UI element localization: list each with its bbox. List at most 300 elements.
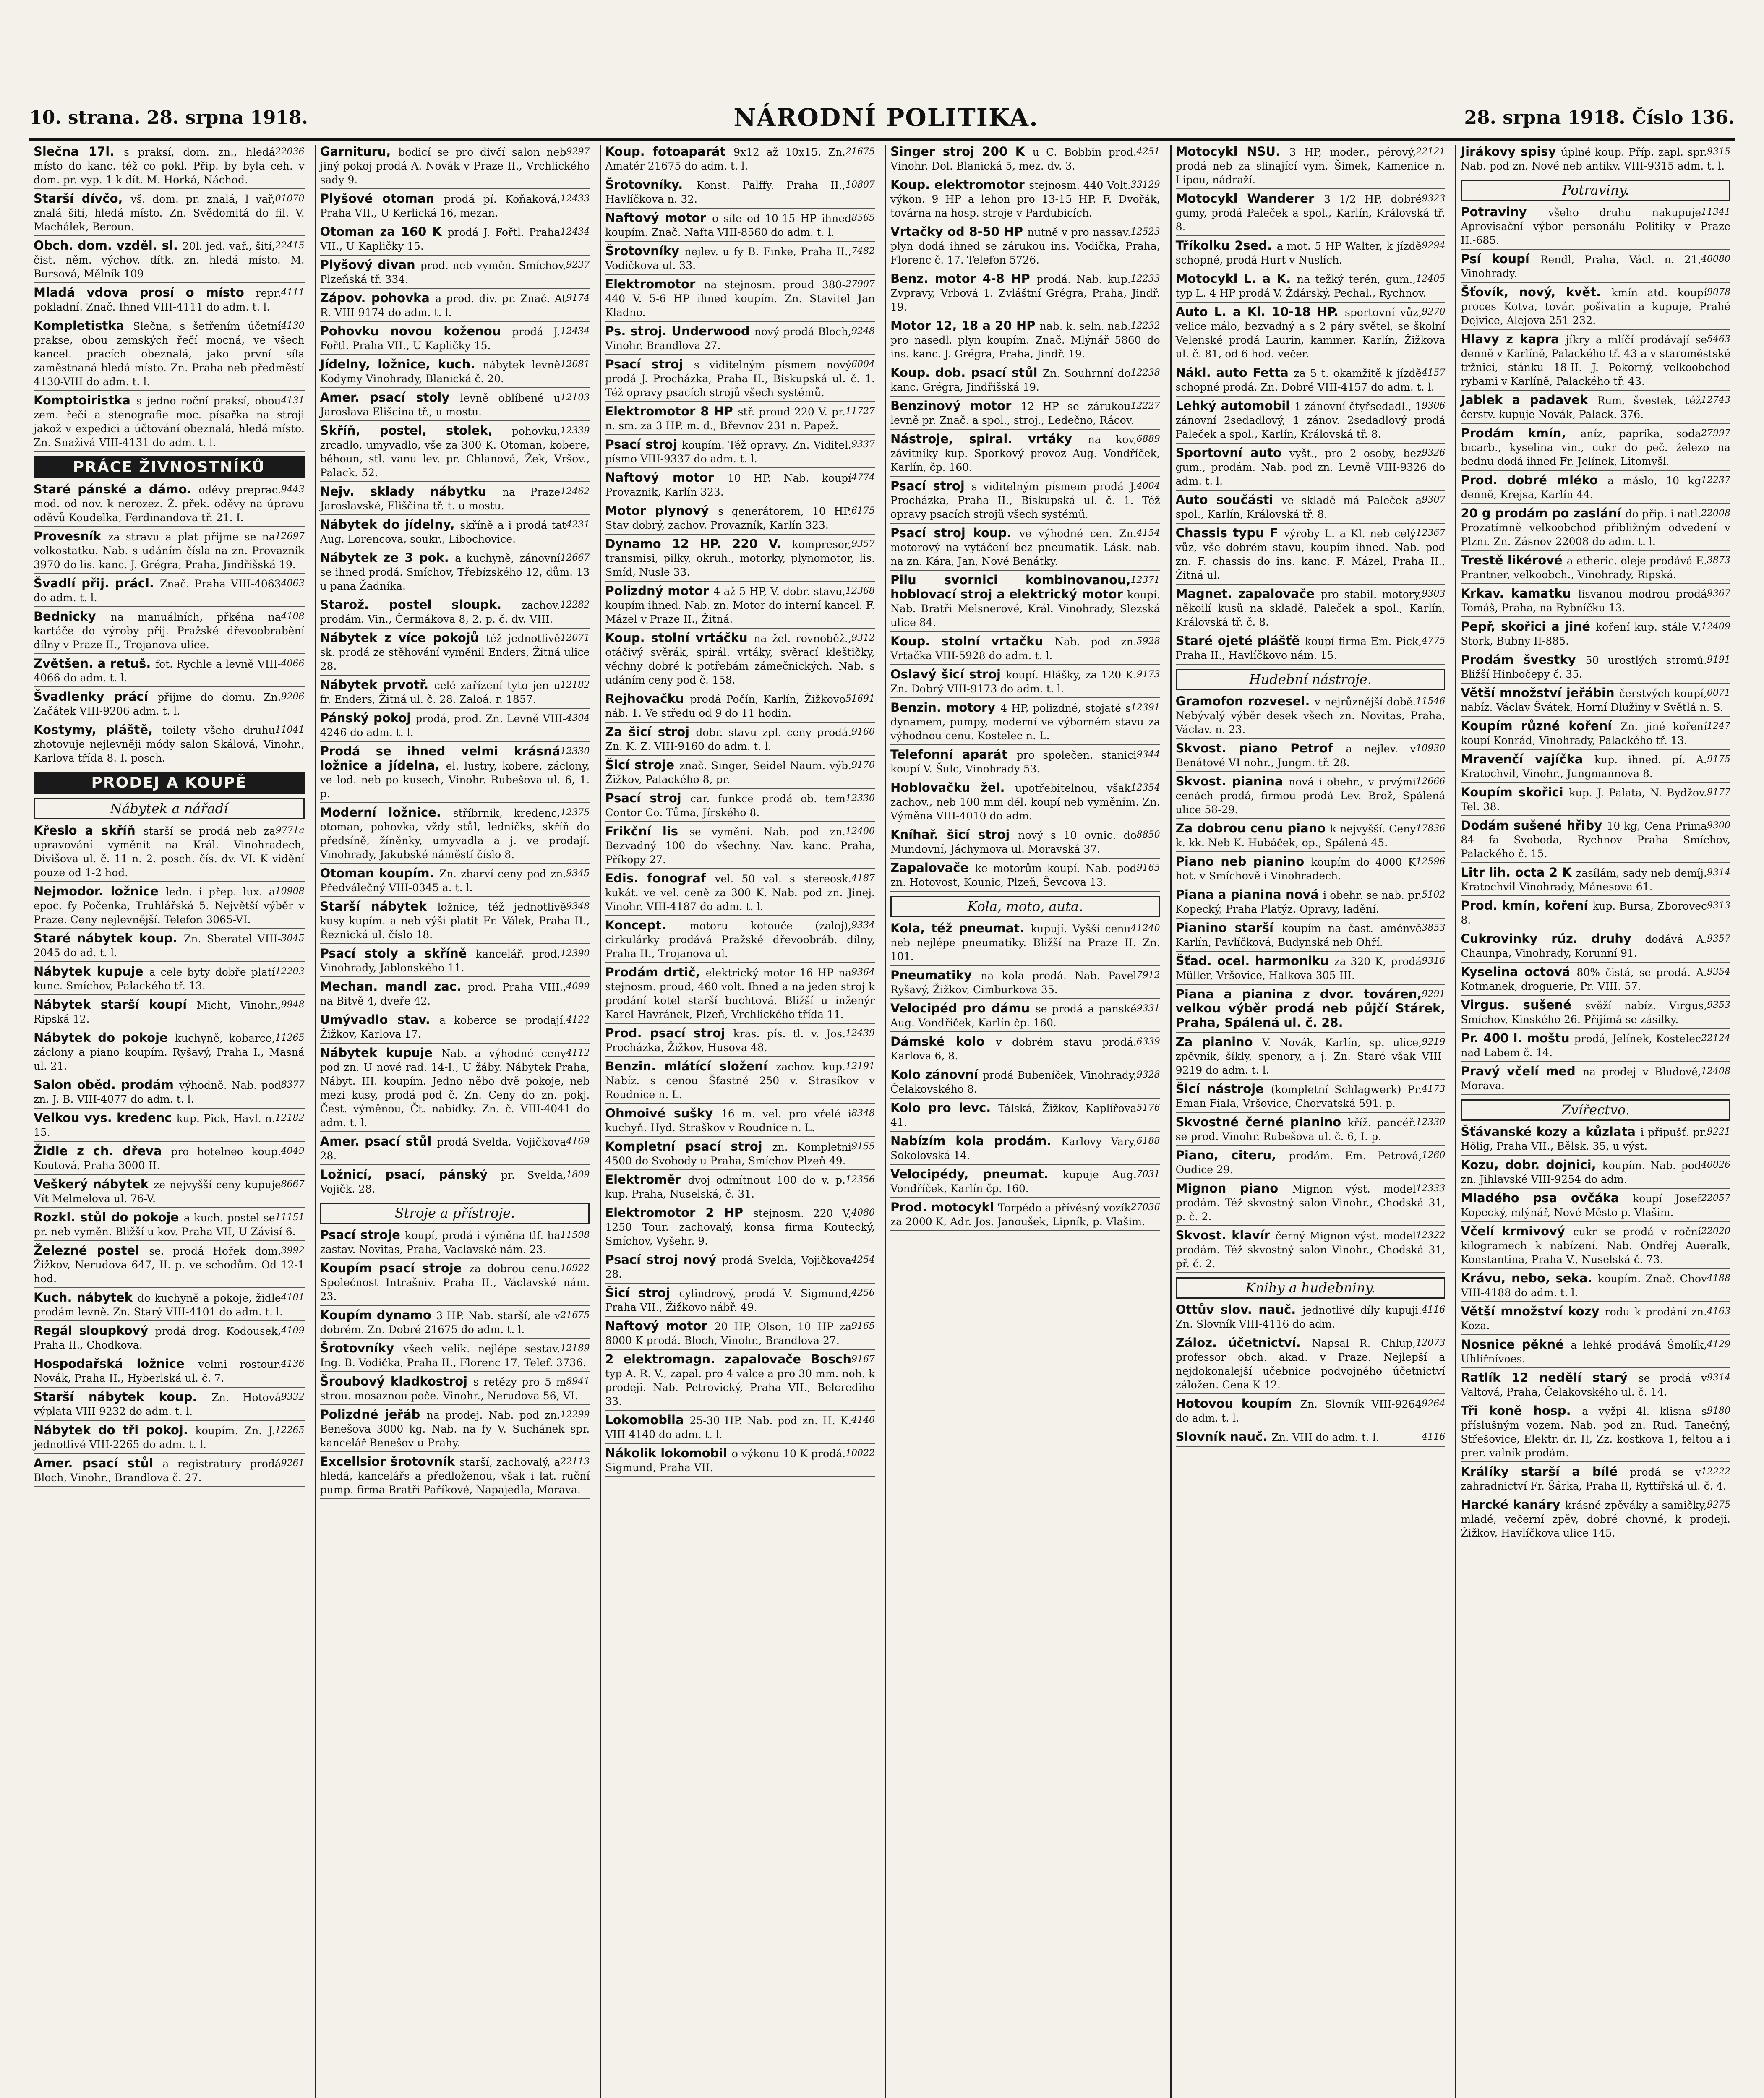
ad-number: 4169 xyxy=(566,1136,590,1147)
ad-body: Zn. jiné koření koupí Konrád, Vinohrady, Palackého tř. 13. xyxy=(1461,720,1707,746)
ad-body: repr. pokladní. Znač. Ihned VIII-4111 do adm. t. l. xyxy=(34,287,281,313)
ad-body: přijme do domu. Zn. Začátek VIII-9206 adm. t. l. xyxy=(34,691,281,717)
ad-headline: Za pianino xyxy=(1175,1035,1262,1049)
ad-number: 27997 xyxy=(1701,428,1730,438)
ad-number: 9165 xyxy=(1136,863,1160,873)
ad-number: 7482 xyxy=(851,246,875,256)
ad-headline: Šrotovníky. xyxy=(605,177,697,192)
ad-body: a prod. div. pr. Znač. At R. VIII-9174 do adm. t. l. xyxy=(320,292,566,318)
ad-number: 7031 xyxy=(1136,1169,1160,1179)
ad-body: dobr. stavu zpl. ceny prodá. Zn. K. Z. VIII-9160 do adm. t. l. xyxy=(605,726,852,752)
classified-ad xyxy=(34,1423,305,1454)
classified-ad xyxy=(890,921,1160,966)
ad-number: 11265 xyxy=(275,1033,305,1043)
ad-body: dvoj odmítnout 100 do v. p. kup. Praha, Nuselská, č. 31. xyxy=(605,1174,846,1200)
ad-body: pro společen. stanici koupí V. Šulc, Vinohrady 53. xyxy=(890,749,1137,775)
ad-body: Zn. Sberatel VIII-2045 do ad. t. l. xyxy=(34,933,281,959)
ad-number: 27907 xyxy=(845,279,875,290)
classified-ad xyxy=(1461,653,1730,684)
classified-ad xyxy=(1461,1338,1730,1368)
classified-ad xyxy=(320,1135,590,1165)
ad-headline: Obch. dom. vzděl. sl. xyxy=(34,238,183,253)
ad-headline: Mladá vdova prosí o místo xyxy=(34,285,256,300)
ad-headline: Lokomobila xyxy=(605,1413,690,1427)
ad-headline: Elektromotor 2 HP xyxy=(605,1206,753,1220)
ad-body: koupím. Zn. J. jednotlivé VIII-2265 do adm. t. l. xyxy=(34,1425,275,1451)
ad-body: Zn. zbarví ceny pod zn. Předválečný VIII-0345 a. t. l. xyxy=(320,868,566,894)
ad-body: zasílám, sady neb demíj. Kratochvil Vinohrady, Mánesova 61. xyxy=(1461,867,1707,893)
ad-body: 25-30 HP. Nab. pod zn. H. K. VIII-4140 do adm. t. l. xyxy=(605,1414,852,1440)
ad-number: 12081 xyxy=(560,359,590,370)
ad-number: 4066 xyxy=(281,658,305,669)
ad-number: 12071 xyxy=(560,633,590,643)
ad-body: jednotlivé díly kupuji. Zn. Slovník VIII-4116 do adm. xyxy=(1175,1304,1422,1330)
ad-headline: Zapalovače xyxy=(890,861,975,875)
classified-ad xyxy=(1176,987,1446,1033)
ad-number: 4173 xyxy=(1422,1084,1446,1094)
classified-ad xyxy=(890,225,1160,269)
ad-body: starší, zachovalý, a hledá, kancelářs a předloženou, však i lat. ruční pump. firma Bratři Paříkové, Napajedla, Morava. xyxy=(320,1456,590,1496)
classified-ad xyxy=(1176,493,1446,524)
ad-headline: Naftový motor xyxy=(605,211,712,225)
ad-headline: Koupím dynamo xyxy=(320,1308,436,1322)
classified-ad xyxy=(1176,775,1446,819)
ad-body: se prodá v Valtová, Praha, Čelakovského ul. č. 14. xyxy=(1461,1372,1707,1398)
ad-number: 9270 xyxy=(1422,307,1446,317)
classified-ad xyxy=(34,1324,305,1354)
ad-body: prodá, Jelínek, Kostelec nad Labem č. 14. xyxy=(1461,1033,1701,1059)
ad-headline: Kníhař. šicí stroj xyxy=(890,827,1018,842)
ad-headline: Kolo zánovní xyxy=(890,1067,983,1082)
classified-ad xyxy=(890,526,1160,571)
classified-ad xyxy=(605,211,875,242)
ad-body: 16 m. vel. pro vřelé i kuchyň. Hyd. Straškov v Roudnice n. L. xyxy=(605,1108,851,1134)
classified-ad xyxy=(605,1059,875,1104)
ad-number: 12375 xyxy=(560,807,590,818)
ad-number: 9314 xyxy=(1707,1373,1730,1383)
classified-ad xyxy=(1176,741,1446,772)
ad-headline: Jablek a padavek xyxy=(1461,393,1597,407)
ad-headline: Plyšové otoman xyxy=(320,191,444,206)
ad-headline: Šroubový kladkostroj xyxy=(320,1374,473,1388)
classified-ad xyxy=(1176,239,1446,269)
ad-body: car. funkce prodá ob. tem Contor Co. Tůma, Jírského 8. xyxy=(605,793,845,819)
ad-headline: Pohovku novou koženou xyxy=(320,324,512,338)
ad-number: 10908 xyxy=(275,886,305,897)
ad-number: 9180 xyxy=(1707,1406,1730,1416)
classified-ad xyxy=(1176,1397,1446,1427)
ad-headline: Naftový motor xyxy=(605,470,728,485)
ad-headline: Benzinový motor xyxy=(890,399,1021,413)
classified-ad xyxy=(1461,866,1730,896)
classified-ad xyxy=(605,1319,875,1350)
ad-number: 4774 xyxy=(851,472,875,483)
header-date-left: 10. strana. 28. srpna 1918. xyxy=(29,107,308,128)
ad-headline: Ložnicí, psací, pánský xyxy=(320,1167,501,1182)
ad-headline: Nábytek do tři pokoj. xyxy=(34,1423,196,1437)
classified-ad xyxy=(890,1167,1160,1198)
classified-ad xyxy=(320,866,590,897)
ad-headline: Švadlí přij. prácl. xyxy=(34,576,160,590)
ad-headline: Moderní ložnice. xyxy=(320,805,453,819)
ad-number: 4116 xyxy=(1422,1305,1446,1315)
classified-ad xyxy=(1461,1371,1730,1401)
ad-body: s praksí, dom. zn., hledá místo do kanc. též co pokl. Přip. by byla ceh. v dom. pr. vyp. 1 k dít. M. Horká, Náchod. xyxy=(34,146,305,186)
classified-ad xyxy=(1461,1158,1730,1189)
classified-ad xyxy=(605,244,875,275)
section-banner: PRÁCE ŽIVNOSTNÍKŮ xyxy=(34,456,305,478)
ad-number: 41240 xyxy=(1130,923,1160,934)
ad-body: nábytek levně Kodymy Vinohrady, Blanická č. 20. xyxy=(320,359,561,385)
classified-ad xyxy=(605,758,875,789)
ad-headline: Pr. 400 l. moštu xyxy=(1461,1031,1574,1045)
ad-headline: Psací stroj xyxy=(605,357,694,371)
ad-headline: Otoman koupím. xyxy=(320,866,439,880)
ad-headline: Skvost. pianina xyxy=(1175,774,1289,788)
section-heading: Zvířectvo. xyxy=(1461,1099,1730,1121)
ad-headline: Větší množství jeřábin xyxy=(1461,686,1619,700)
classified-ad xyxy=(1461,998,1730,1029)
ad-number: 5102 xyxy=(1422,890,1446,900)
section-heading: Hudební nástroje. xyxy=(1176,669,1446,690)
ad-number: 9261 xyxy=(281,1458,305,1469)
classified-ad xyxy=(605,725,875,756)
ad-headline: Dynamo 12 HP. 220 V. xyxy=(605,537,792,551)
ad-headline: Piano, citeru, xyxy=(1175,1148,1289,1162)
ad-body: úplné koup. Příp. zapl. spr. Nab. pod zn. Nové neb antikv. VIII-9315 adm. t. l. xyxy=(1461,146,1725,172)
ad-number: 22008 xyxy=(1701,508,1730,519)
classified-ad xyxy=(1176,1303,1446,1333)
ad-number: 5928 xyxy=(1136,636,1160,647)
classified-ad xyxy=(1176,694,1446,739)
ad-number: 12391 xyxy=(1130,702,1160,713)
ad-number: 9078 xyxy=(1707,287,1730,297)
classified-ad xyxy=(1176,822,1446,852)
ad-body: s retězy pro 5 m strou. mosaznou poče. Vinohr., Nerudova 56, VI. xyxy=(320,1376,578,1402)
ad-body: stejnosm. 440 Volt. výkon. 9 HP a lehon pro 13-15 HP. F. Dvořák, továrna na hosp. stroje v Pardubicích. xyxy=(890,179,1160,219)
ad-number: 9175 xyxy=(1707,754,1730,765)
ad-body: prodá J. Fořtl. Praha VII., U Kapličky 15. xyxy=(320,226,561,252)
ad-number: 4256 xyxy=(851,1288,875,1298)
ad-body: stejnosm. 220 V, 1250 Tour. zachovalý, konsa firma Koutecký, Smíchov, Vyšehr. 9. xyxy=(605,1207,875,1247)
ad-headline: Ps. stroj. Underwood xyxy=(605,324,754,338)
ad-headline: Šťad. ocel. harmoniku xyxy=(1175,954,1334,968)
column-4 xyxy=(885,145,1164,2098)
classified-ad xyxy=(1176,526,1446,585)
ad-number: 12339 xyxy=(560,425,590,436)
classified-ad xyxy=(890,573,1160,632)
classified-ad xyxy=(890,432,1160,477)
ad-number: 1247 xyxy=(1707,721,1730,731)
ad-headline: 20 g prodám po zaslání xyxy=(1461,506,1626,520)
ad-headline: Včelí krmivový xyxy=(1461,1224,1573,1238)
ad-number: 12390 xyxy=(560,948,590,959)
ad-number: 4116 xyxy=(1422,1432,1446,1442)
ad-headline: Prod. motocykl xyxy=(890,1200,998,1214)
ad-number: 11546 xyxy=(1416,696,1446,707)
ad-number: 3045 xyxy=(281,933,305,944)
classified-ad xyxy=(605,504,875,535)
classified-ad xyxy=(1176,1115,1446,1146)
ad-number: 4775 xyxy=(1422,636,1446,646)
ad-headline: Velocipéd pro dámu xyxy=(890,1001,1036,1015)
ad-headline: Skříň, postel, stolek, xyxy=(320,423,512,438)
ad-number: 12182 xyxy=(275,1113,305,1123)
ad-number: 4112 xyxy=(566,1048,590,1058)
ad-body: oděvy preprac. mod. od nov. k nerozez. Ž. přek. oděvy na úpravu oděvů Koudelka, Ferdinandova tř. 21. I. xyxy=(34,484,305,524)
ad-number: 4109 xyxy=(281,1326,305,1336)
ad-headline: Hospodařská ložnice xyxy=(34,1357,198,1371)
ad-body: nutně v pro nassav. plyn dodá ihned se zárukou ins. Vodička, Praha, Florenc č. 17. Telefon 5726. xyxy=(890,226,1160,266)
ad-body: sportovní vůz, velice málo, bezvadný a s 2 páry světel, se školní Velenské prodá Laurin, kammer. Karlín, Žižkova ul. č. 81, od 6 hod. večer. xyxy=(1175,306,1446,360)
ad-number: 12222 xyxy=(1701,1467,1730,1477)
ad-body: koupím. Nab. pod zn. Jihlavské VIII-9254 do adm. xyxy=(1461,1159,1701,1185)
ad-headline: Slečna 17l. xyxy=(34,145,124,159)
ad-body: za stravu a plat přijme se na volkostatku. Nab. s udáním čísla na zn. Provaznik 3970 do lis. kanc. J. Grégra, Praha, Jindřišská 19. xyxy=(34,531,305,571)
ad-body: Zn. Souhrnní do kanc. Grégra, Jindřišská 19. xyxy=(890,367,1131,393)
classified-ad xyxy=(605,357,875,402)
ad-headline: Otoman za 160 K xyxy=(320,224,448,239)
ad-headline: Králíky starší a bílé xyxy=(1461,1464,1630,1479)
classified-ad xyxy=(320,518,590,548)
ad-body: zachov. kup. Nabíz. s cenou Šťastné 250 v. Strasíkov v Roudnice n. L. xyxy=(605,1061,875,1101)
ad-headline: Nákl. auto Fetta xyxy=(1175,365,1294,380)
ad-headline: Elektromotor xyxy=(605,277,704,291)
ad-number: 4251 xyxy=(1136,146,1160,157)
ad-body: prodá. Nab. kup. Zvpravy, Vrbová 1. Zvláštní Grégra, Praha, Jindř. 19. xyxy=(890,273,1160,313)
ad-body: toilety všeho druhu zhotovuje nejlevněji módy salon Skálová, Vinohr., Karlova třída 8. I. posch. xyxy=(34,724,305,764)
classified-ad xyxy=(890,1101,1160,1132)
ad-headline: Kola, též pneumat. xyxy=(890,921,1031,935)
ad-body: na žel. rovnoběž., otáčivý svěrák, spirál. vrtáky, svěrací kleštičky, věchny dobré k potřebám zámečnických. Nab. s udáním ceny pod č. 158. xyxy=(605,632,875,686)
classified-ad xyxy=(34,1177,305,1208)
ad-number: 9219 xyxy=(1422,1037,1446,1047)
classified-ad xyxy=(605,471,875,501)
ad-headline: Psací stoly a skříně xyxy=(320,946,476,960)
classified-ad xyxy=(1176,305,1446,363)
classified-ad xyxy=(34,885,305,929)
ad-body: v dobrém stavu prodá. Karlova 6, 8. xyxy=(890,1036,1137,1062)
column-1 xyxy=(29,145,309,2098)
ad-body: ledn. i přep. lux. a epoc. fy Počenka, Truhlářská 5. Největší výběr v Praze. Ceny nejlevnější. Telefon 3065-VI. xyxy=(34,886,305,926)
ad-body: koření kup. stále V. Stork, Bubny II-885. xyxy=(1461,621,1701,647)
ad-body: se. prodá Hořek dom. Žižkov, Nerudova 647, II. p. ve schodům. Od 12-1 hod. xyxy=(34,1245,305,1285)
classified-ad xyxy=(34,824,305,882)
ad-body: na kola prodá. Nab. Pavel Ryšavý, Žižkov, Cimburkova 35. xyxy=(890,970,1137,996)
ad-body: elektrický motor 16 HP na stejnosm. proud, 460 volt. Ihned a na jeden stroj k prodání kotel starší buchtová. Bližší u inženýr Karel Havránek, Plzeň, Vrchlického třída 11. xyxy=(605,967,875,1020)
classified-ad xyxy=(605,1026,875,1057)
ad-number: 12182 xyxy=(560,680,590,690)
ad-number: 9275 xyxy=(1707,1500,1730,1510)
ad-number: 9307 xyxy=(1422,495,1446,505)
ad-number: 22113 xyxy=(560,1456,590,1467)
classified-ad xyxy=(34,1244,305,1288)
ad-number: 9312 xyxy=(851,633,875,643)
ad-number: 4188 xyxy=(1707,1273,1730,1284)
ad-body: na prodej v Bludově, Morava. xyxy=(1461,1066,1701,1092)
classified-ad xyxy=(320,225,590,256)
ad-number: 4136 xyxy=(281,1359,305,1369)
classified-ad xyxy=(1461,1404,1730,1462)
ad-body: ve výhodné cen. Zn. motorový na vytáčení bez pneumatik. Lásk. nab. na zn. Kára, Jan, Nové Benátky. xyxy=(890,527,1160,567)
ad-body: aníz, paprika, soda bicarb., kyselina vin., cukr do peč. železo na bednu dodá ihned Fr. Jelínek, Litomyšl. xyxy=(1461,428,1730,467)
ad-headline: Psí koupí xyxy=(1461,252,1540,266)
ad-number: 12103 xyxy=(560,392,590,403)
ad-body: nab. k. seln. nab. pro nasedl. plyn koupím. Znač. Mlýnář 5860 do ins. kanc. J. Grégra, Praha, Jindř. 19. xyxy=(890,320,1160,360)
ad-body: a vyžpi 4l. klisna s příslušným vozem. Nab. pod zn. Rud. Tanečný, Střešovice, Elektr. dr. II, Zz. kostkova 1, feltou a i prer. valník prodám. xyxy=(1461,1405,1730,1459)
ad-headline: Psací stroj xyxy=(605,791,691,805)
classified-ad xyxy=(605,1206,875,1250)
classified-ad xyxy=(320,1408,590,1452)
ad-number: 12596 xyxy=(1416,856,1446,867)
ad-body: na težký terén, gum., typ L. 4 HP prodá V. Ždárský, Pechal., Rychnov. xyxy=(1175,273,1427,299)
classified-ad xyxy=(320,424,590,482)
ad-number: 9443 xyxy=(281,484,305,495)
classified-ad xyxy=(1176,954,1446,985)
ad-body: koupím do 4000 K hot. v Smíchově i Vinohradech. xyxy=(1175,856,1416,882)
classified-ad xyxy=(605,537,875,582)
classified-ad xyxy=(890,366,1160,397)
ad-headline: Psací stroj koup. xyxy=(890,526,1020,540)
classified-ad xyxy=(1461,899,1730,929)
ad-number: 10807 xyxy=(845,180,875,190)
classified-ad xyxy=(605,791,875,822)
classified-ad xyxy=(1461,965,1730,996)
classified-ad xyxy=(1461,1271,1730,1302)
ad-number: 9294 xyxy=(1422,240,1446,251)
classified-ad xyxy=(1461,473,1730,504)
ad-number: 11727 xyxy=(845,406,875,417)
ad-number: 9167 xyxy=(851,1354,875,1365)
ad-body: prodá Bubeníček, Vinohrady, Čelakovského 8. xyxy=(890,1069,1137,1095)
ad-headline: Dámské kolo xyxy=(890,1034,996,1049)
ad-body: 3 HP, moder., pérový, prodá neb za slinající vym. Šimek, Kamenice n. Lipou, nádraží. xyxy=(1175,146,1446,186)
ad-headline: Nabízím kola prodám. xyxy=(890,1134,1061,1148)
ad-number: 12743 xyxy=(1701,395,1730,405)
ad-body: koupí firma Em. Pick, Praha II., Havlíčkovo nám. 15. xyxy=(1175,635,1422,661)
classified-ad xyxy=(1461,1031,1730,1062)
ad-headline: Kostymy, pláště, xyxy=(34,723,162,737)
ad-number: 9364 xyxy=(851,967,875,978)
ad-headline: Hoblovačku žel. xyxy=(890,780,1015,795)
classified-ad xyxy=(320,485,590,515)
ad-headline: Šicí stroje xyxy=(605,758,680,772)
classified-ad xyxy=(1176,888,1446,919)
ad-body: a koberce se prodají. Žižkov, Karlova 17. xyxy=(320,1014,566,1040)
ad-headline: Koup. elektromotor xyxy=(890,177,1029,192)
classified-ad xyxy=(320,1261,590,1306)
ad-number: 12330 xyxy=(845,793,875,804)
ad-number: 6339 xyxy=(1136,1036,1160,1047)
ad-headline: Litr lih. octa 2 K xyxy=(1461,865,1576,879)
ad-number: 9326 xyxy=(1422,448,1446,458)
classified-ad xyxy=(34,483,305,527)
ad-body: černý Mignon výst. model prodám. Též skvostný salon Vinohr., Chodská 31, př. č. 2. xyxy=(1175,1230,1446,1270)
classified-ad xyxy=(320,678,590,709)
classified-ad xyxy=(34,394,305,452)
ad-body: na kov, závitníky kup. Sporkový provoz Aug. Vondříček, Karlín, čp. 160. xyxy=(890,433,1160,473)
ad-headline: Šrotovníky xyxy=(605,244,685,258)
classified-ad xyxy=(605,277,875,322)
ad-body: čerstvých koupí, nabíz. Václav Švátek, Horní Dlužiny v Světlá n. S. xyxy=(1461,687,1723,713)
ad-number: 12405 xyxy=(1416,274,1446,284)
ad-body: s viditelným písmem nový prodá J. Procházka, Praha II., Biskupská ul. č. 1. Též opravy psacích strojů všech systémů. xyxy=(605,359,875,399)
ad-headline: Nábytek kupuje xyxy=(34,964,149,979)
classified-ad xyxy=(605,404,875,435)
ad-body: cukr se prodá v roční kilogramech k nabízení. Nab. Ondřej Aueralk, Konstantina, Praha V., Nuselská č. 73. xyxy=(1461,1226,1730,1266)
ad-headline: Potraviny xyxy=(1461,205,1548,219)
classified-ad xyxy=(1461,752,1730,783)
ad-number: 33129 xyxy=(1130,180,1160,190)
ad-body: 4 až 5 HP, V. dobr. stavu, koupím ihned. Nab. zn. Motor do interní kancel. F. Mázel v Praze II., Žitná. xyxy=(605,585,875,625)
ad-body: dodává A. Chaunpa, Vinohrady, Korunní 91. xyxy=(1461,933,1707,959)
ad-number: 9314 xyxy=(1707,867,1730,878)
ad-headline: Kuch. nábytek xyxy=(34,1290,138,1305)
ad-number: 12408 xyxy=(1701,1066,1730,1077)
ad-headline: Rozkl. stůl do pokoje xyxy=(34,1210,184,1224)
ad-number: 12233 xyxy=(1130,274,1160,284)
ad-body: 80% čistá, se prodá. A. Kotmanek, droguerie, Pr. VIII. 57. xyxy=(1461,966,1707,992)
ad-number: 40026 xyxy=(1701,1160,1730,1170)
ad-number: 12282 xyxy=(560,600,590,610)
ad-number: 9323 xyxy=(1422,193,1446,204)
ad-headline: Umývadlo stav. xyxy=(320,1012,440,1027)
ad-headline: Benz. motor 4-8 HP xyxy=(890,271,1037,286)
ad-body: koupím. Též opravy. Zn. Viditel. písmo VIII-9337 do adm. t. l. xyxy=(605,439,851,465)
ad-headline: Zvětšen. a retuš. xyxy=(34,656,155,671)
ad-headline: Kolo pro levc. xyxy=(890,1101,999,1115)
ad-body: kmín atd. koupí proces Kotva, továr. pošivatin a kupuje, Prahé Dejvice, Alejova 251-232. xyxy=(1461,287,1730,326)
ad-number: 12237 xyxy=(1701,475,1730,485)
ad-headline: Virgus. sušené xyxy=(1461,998,1585,1012)
ad-number: 9165 xyxy=(851,1321,875,1331)
ad-headline: Nábytek kupuje xyxy=(320,1046,441,1060)
classified-ad xyxy=(890,701,1160,745)
ad-headline: Nejmodor. ložnice xyxy=(34,884,166,898)
section-heading: Nábytek a nářadí xyxy=(34,798,305,819)
ad-headline: Elektromotor 8 HP xyxy=(605,404,738,418)
ad-number: 21675 xyxy=(560,1310,590,1320)
ad-headline: Amer. psací stůl xyxy=(34,1456,163,1470)
ad-headline: Piana a pianina z dvor. továren, velkou výběr prodá neb půjčí Stárek, Praha, Spálená ul. č. 28. xyxy=(1175,987,1446,1030)
classified-ad xyxy=(1176,1430,1446,1447)
ad-body: V. Novák, Karlín, sp. ulice, zpěvník, šíkly, spenory, a j. Zn. Staré však VIII-9219 do adm. t. l. xyxy=(1175,1036,1446,1076)
classified-ad xyxy=(1461,506,1730,551)
ad-body: Torpédo a přívěsný vozík za 2000 K, Adr. Jos. Janoušek, Lipník, p. Vlašim. xyxy=(890,1202,1146,1228)
ad-body: u C. Bobbin prod. Vinohr. Dol. Blanická 5, mez. dv. 3. xyxy=(890,146,1137,172)
ad-number: 4231 xyxy=(566,519,590,530)
ad-body: kras. pís. tl. v. Jos. Procházka, Žižkov, Husova 48. xyxy=(605,1028,845,1054)
ad-number: 01070 xyxy=(275,193,305,204)
classified-ad xyxy=(1176,446,1446,491)
ad-body: motoru kotouče (zaloj), cirkulárky prodává Pražské dřevoobráb. dílny, Praha II., Trojanova ul. xyxy=(605,920,875,960)
ad-headline: Krávu, nebo, seka. xyxy=(1461,1271,1598,1285)
ad-headline: Staré nábytek koup. xyxy=(34,931,184,945)
ad-body: ložnice, též jednotlivě kusy kupím. a neb výši platit Fr. Válek, Praha II., Řeznická ul. číslo 18. xyxy=(320,901,590,941)
ad-body: nejlev. u fy B. Finke, Praha II., Vodičkova ul. 33. xyxy=(605,245,851,271)
ad-number: 9237 xyxy=(566,260,590,270)
classified-ad xyxy=(890,781,1160,825)
ad-number: 10930 xyxy=(1416,743,1446,754)
ad-number: 0071 xyxy=(1707,688,1730,698)
ad-headline: Krkav. kamatku xyxy=(1461,586,1579,600)
ad-body: koupí, prodá i výměna tlf. ha zastav. Novitas, Praha, Vaclavské nám. 23. xyxy=(320,1229,561,1255)
ad-headline: Švadlenky prácí xyxy=(34,689,158,704)
ad-number: 11151 xyxy=(275,1212,305,1223)
classified-ad xyxy=(890,1002,1160,1032)
ad-number: 8941 xyxy=(566,1376,590,1387)
ad-body: jíkry a mlíčí prodávají se denně v Karlíně, Palackého tř. 43 a v staroměstské tržnici, stánku 18-II. J. Pokorný, velkoobchod rybami v Karlíně, Palackého tř. 43. xyxy=(1461,334,1730,387)
